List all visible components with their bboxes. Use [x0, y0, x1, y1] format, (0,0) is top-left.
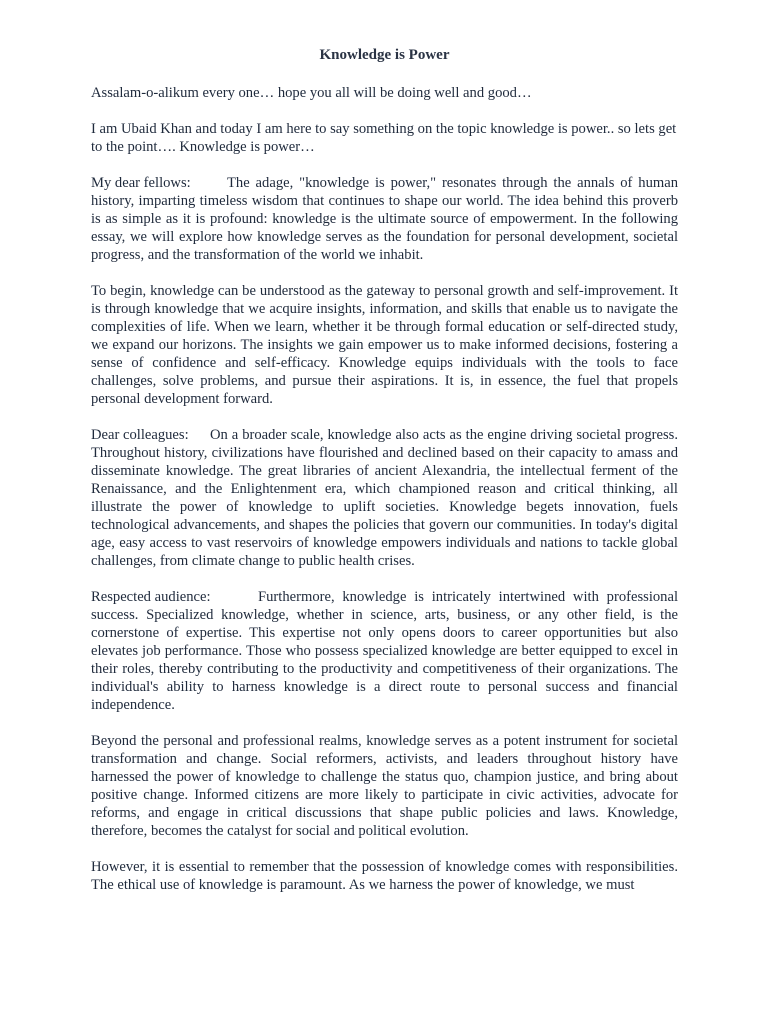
paragraph-3-salutation: Dear colleagues:	[91, 427, 189, 443]
greeting-paragraph: Assalam-o-alikum every one… hope you all will be doing well and good…	[91, 85, 532, 101]
document-title: Knowledge is Power	[319, 47, 450, 63]
paragraph-4	[91, 588, 678, 714]
paragraph-5: Beyond the personal and professional realms, knowledge serves as a potent instrument for societal transformation and change. Social reformers, activists, and leaders throughout history have harnessed the power of knowledge to challenge the status quo, champion justice, and bring about positive change. Informed citizens are more likely to participate in civic activities, advocate for reforms, and engage in critical discussions that shape public policies and laws. Knowledge, therefore, becomes the catalyst for social and political evolution.	[91, 733, 678, 839]
paragraph-1-text: The adage, "knowledge is power," resonates through the annals of human history, imparting timeless wisdom that continues to shape our world. The idea behind this proverb is as simple as it is profound: knowledge is the ultimate source of empowerment. In the following essay, we will explore how knowledge serves as the foundation for personal development, societal progress, and the transformation of the world we inhabit.	[91, 175, 678, 263]
paragraph-1-salutation: My dear fellows:	[91, 175, 191, 191]
paragraph-4-text: Furthermore, knowledge is intricately intertwined with professional success. Specialized knowledge, whether in science, arts, business, or any other field, is the cornerstone of expertise. This expertise not only opens doors to career opportunities but also elevates job performance. Those who possess specialized knowledge are better equipped to excel in their roles, thereby contributing to the productivity and competitiveness of their organizations. The individual's ability to harness knowledge is a direct route to personal success and financial independence.	[91, 589, 678, 713]
intro-paragraph: I am Ubaid Khan and today I am here to say something on the topic knowledge is power.. so lets get to the point…. Knowledge is power…	[91, 121, 677, 155]
paragraph-3	[91, 426, 678, 570]
paragraph-6: However, it is essential to remember that the possession of knowledge comes with responsibilities. The ethical use of knowledge is paramount. As we harness the power of knowledge, we must	[91, 859, 678, 893]
paragraph-2: To begin, knowledge can be understood as the gateway to personal growth and self-improvement. It is through knowledge that we acquire insights, information, and skills that enable us to navigate the complexities of life. When we learn, whether it be through formal education or self-directed study, we expand our horizons. The insights we gain empower us to make informed decisions, fostering a sense of confidence and self-efficacy. Knowledge equips individuals with the tools to face challenges, solve problems, and pursue their aspirations. It is, in essence, the fuel that propels personal development forward.	[91, 283, 678, 407]
paragraph-4-salutation: Respected audience:	[91, 589, 211, 605]
document-body	[91, 46, 678, 912]
paragraph-3-text: On a broader scale, knowledge also acts as the engine driving societal progress. Throughout history, civilizations have flourished and declined based on their capacity to amass and disseminate knowledge. The great libraries of ancient Alexandria, the intellectual ferment of the Renaissance, and the Enlightenment era, which championed reason and critical thinking, all illustrate the power of knowledge to uplift societies. Knowledge begets innovation, fuels technological advancements, and shapes the policies that govern our communities. In today's digital age, easy access to vast reservoirs of knowledge empowers individuals and nations to tackle global challenges, from climate change to public health crises.	[91, 427, 678, 569]
paragraph-1	[91, 174, 678, 264]
